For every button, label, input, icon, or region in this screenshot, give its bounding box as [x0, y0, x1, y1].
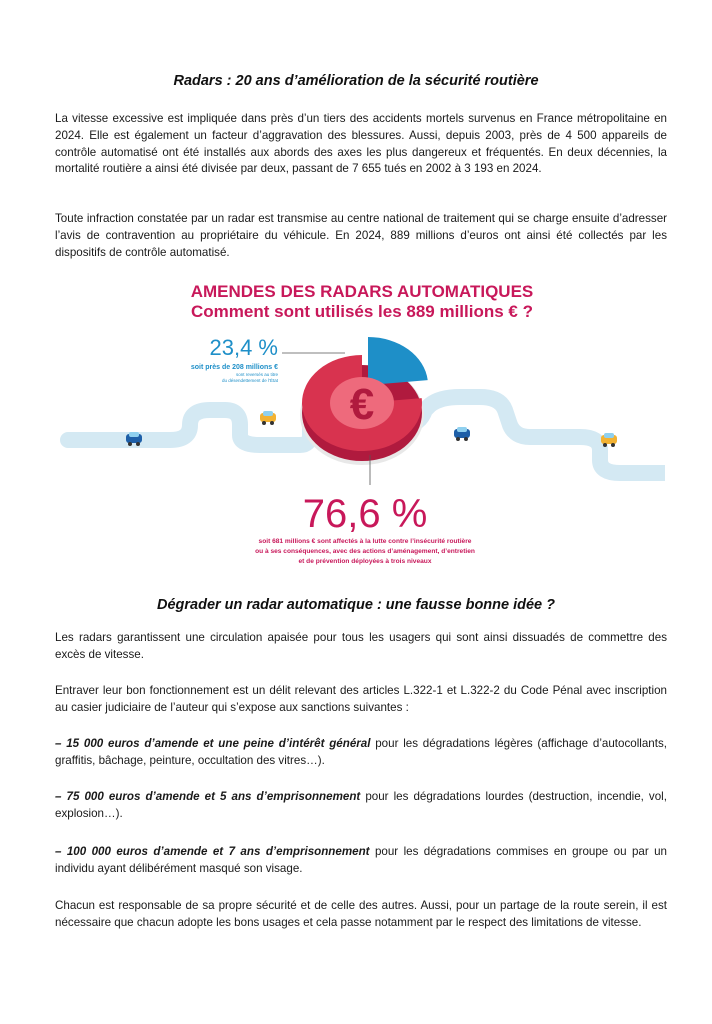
pie-chart: [300, 337, 428, 465]
euro-symbol: €: [349, 380, 375, 429]
pie-slice-23-4: [368, 337, 428, 385]
section-2-paragraph-1: Les radars garantissent une circulation apaisée pour tous les usagers qui sont ainsi dissuadés de commettre des excès de vitesse.: [55, 631, 667, 661]
radar-fines-infographic: [60, 275, 665, 580]
intro-paragraph-2: Toute infraction constatée par un radar est transmise au centre national de traitement qui se charge ensuite d’adresser l’avis de contravention au propriétaire du véhicule. En 2024, 889 millions d’euros ont ainsi été collectés par les dispositifs de contrôle automatisé.: [55, 212, 667, 259]
small-slice-percent: 23,4 %: [209, 335, 278, 360]
section-2-paragraph-2: Entraver leur bon fonctionnement est un délit relevant des articles L.322-1 et L.322-2 du Code Pénal avec inscription au casier judiciaire de l’auteur qui s’expose aux sanctions suivantes :: [55, 684, 667, 714]
car-icon: [601, 433, 617, 447]
conclusion-paragraph: Chacun est responsable de sa propre sécurité et de celle des autres. Aussi, pour un partage de la route serein, il est nécessaire que chacun adopte les bons usages et cela passe notamment par le respect des limitations de vitesse.: [55, 899, 667, 929]
large-slice-desc-1: soit 681 millions € sont affectés à la lutte contre l’insécurité routière: [258, 538, 472, 545]
infographic-svg: [60, 275, 665, 580]
sanction-strong: – 75 000 euros d’amende et 5 ans d’emprisonnement: [55, 790, 361, 803]
sanction-item: [55, 736, 667, 770]
intro-paragraph-1: La vitesse excessive est impliquée dans près d’un tiers des accidents mortels survenus en France métropolitaine en 2024. Elle est également un facteur d’aggravation des blessures. Aussi, depuis 2003, près de 4 500 appareils de contrôle automatisé ont été installés aux abords des axes les plus dangereux et fréquentés. En deux décennies, la mortalité routière a ainsi été divisée par deux, passant de 7 655 tués en 2002 à 3 193 en 2024.: [55, 112, 667, 176]
sanction-strong: – 15 000 euros d’amende et une peine d’intérêt général: [55, 737, 371, 750]
large-slice-desc-3: et de prévention déployées à trois niveaux: [298, 558, 432, 565]
small-slice-amount: soit près de 208 millions €: [190, 364, 278, 371]
sanction-strong: – 100 000 euros d’amende et 7 ans d’emprisonnement: [55, 845, 370, 858]
small-slice-note-2: du désendettement de l’État: [221, 378, 278, 383]
car-icon: [454, 427, 470, 441]
sanction-rest: pour les dégradations légères (affichage d’autocollants, graffitis, bâchage, peinture, occultation des vitres…).: [55, 737, 667, 767]
sanction-item: [55, 789, 667, 823]
sanction-item: [55, 844, 667, 878]
large-slice-percent: 76,6 %: [302, 492, 428, 536]
infographic-title-line-2: Comment sont utilisés les 889 millions € ?: [191, 302, 533, 321]
infographic-title-line-1: AMENDES DES RADARS AUTOMATIQUES: [190, 282, 534, 301]
large-slice-desc-2: ou à ses conséquences, avec des actions d’aménagement, d’entretien: [255, 548, 475, 555]
section-2-title: Dégrader un radar automatique : une fausse bonne idée ?: [156, 597, 556, 613]
car-icon: [260, 411, 276, 425]
sanction-rest: pour les dégradations commises en groupe ou par un individu ayant délibérément masqué son visage.: [55, 845, 668, 875]
sanction-rest: pour les dégradations lourdes (destruction, incendie, vol, explosion…).: [55, 790, 667, 820]
page-title: Radars : 20 ans d’amélioration de la sécurité routière: [173, 73, 539, 89]
small-slice-note-1: sont reversés au titre: [235, 372, 278, 377]
